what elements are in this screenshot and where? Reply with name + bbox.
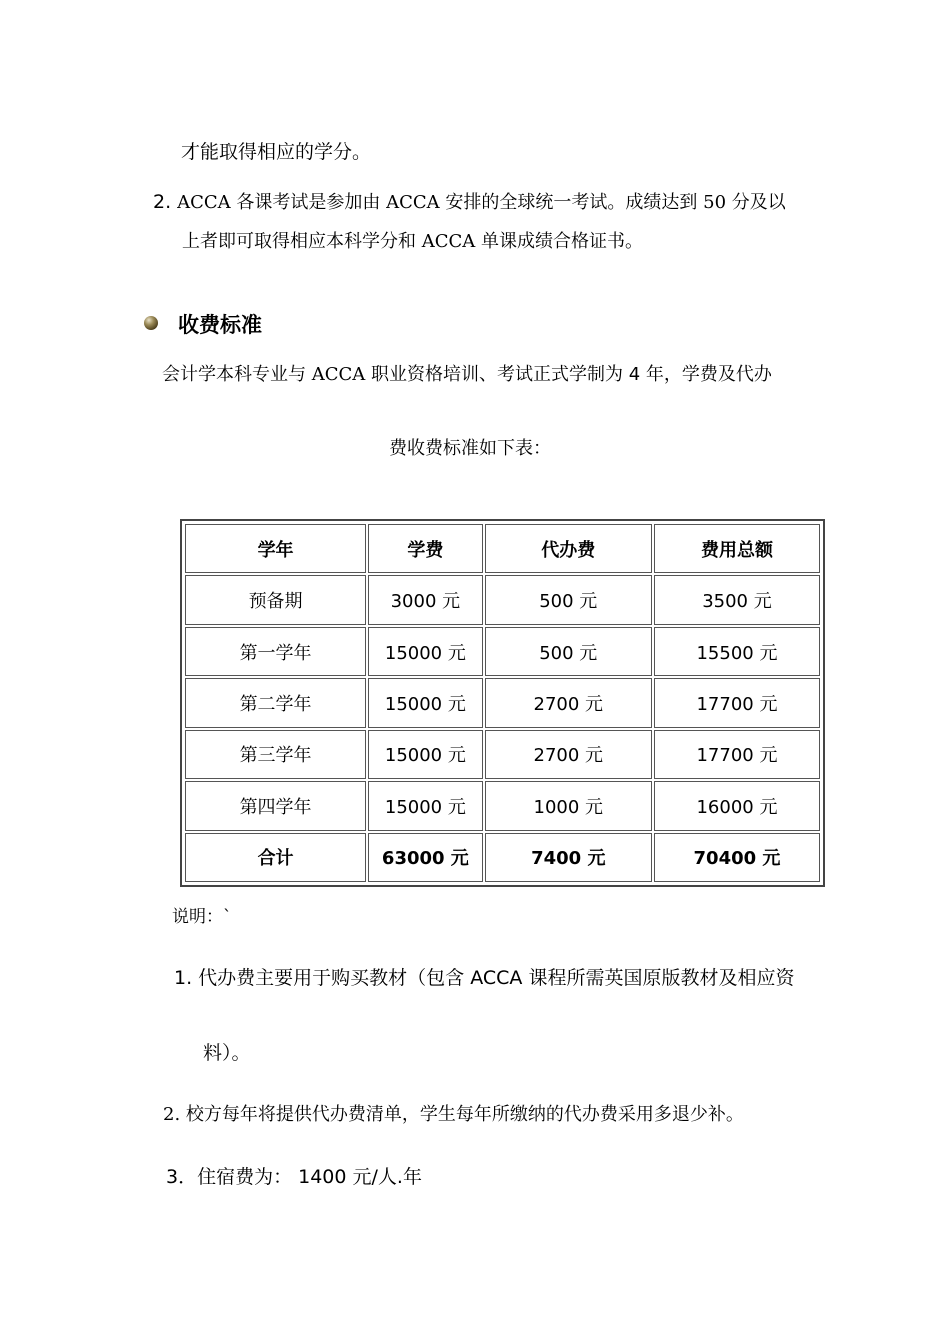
table-row xyxy=(185,781,820,830)
note-2-text-a: 2. 校方每年将提供代办费清单， xyxy=(163,1104,420,1125)
table-cell: 17700 元 xyxy=(654,730,820,779)
total-cell-sum: 70400 元 xyxy=(654,833,820,882)
table-cell: 第二学年 xyxy=(185,678,366,727)
table-cell: 500 元 xyxy=(485,575,652,624)
table-row xyxy=(185,730,820,779)
header-cell-agency-fee: 代办费 xyxy=(485,524,652,573)
header-cell-total: 费用总额 xyxy=(654,524,820,573)
note-1-line2: 料）。 xyxy=(203,1042,251,1064)
table-cell: 15000 元 xyxy=(368,678,482,727)
intro-line2: 费收费标准如下表： xyxy=(389,438,551,459)
fee-table xyxy=(183,522,822,884)
table-header-row xyxy=(185,524,820,573)
list-number: 2. xyxy=(153,191,172,213)
intro-line1 xyxy=(162,360,772,386)
total-cell-agency-fee: 7400 元 xyxy=(485,833,652,882)
total-cell-label: 合计 xyxy=(185,833,366,882)
table-row xyxy=(185,678,820,727)
intro-text-b: 学制为 4 年，学费及代办 xyxy=(568,364,772,385)
table-cell: 2700 元 xyxy=(485,678,652,727)
header-cell-tuition: 学费 xyxy=(368,524,482,573)
table-cell: 15500 元 xyxy=(654,627,820,676)
table-cell: 16000 元 xyxy=(654,781,820,830)
table-cell: 500 元 xyxy=(485,627,652,676)
note-2-text-b: 学生每年所缴纳的代办费采用多退少补。 xyxy=(419,1104,744,1125)
fee-table-container xyxy=(180,519,825,887)
table-cell: 15000 元 xyxy=(368,781,482,830)
table-row xyxy=(185,627,820,676)
table-cell: 第一学年 xyxy=(185,627,366,676)
note-1-line1: 1. 代办费主要用于购买教材（包含 ACCA 课程所需英国原版教材及相应资 xyxy=(174,967,795,989)
table-cell: 第四学年 xyxy=(185,781,366,830)
table-cell: 预备期 xyxy=(185,575,366,624)
note-3: 3．住宿费为： 1400 元/人.年 xyxy=(166,1166,422,1188)
table-cell: 3500 元 xyxy=(654,575,820,624)
total-cell-tuition: 63000 元 xyxy=(368,833,482,882)
intro-text-a: 会计学本科专业与 ACCA 职业资格培训、考试正式 xyxy=(162,364,569,385)
bullet-icon xyxy=(144,316,158,330)
exam-paragraph-line1 xyxy=(153,188,786,214)
paragraph-credit-end: 才能取得相应的学分。 xyxy=(181,141,372,163)
exam-paragraph-line2: 上者即可取得相应本科学分和 ACCA 单课成绩合格证书。 xyxy=(182,231,643,252)
table-row xyxy=(185,575,820,624)
table-cell: 15000 元 xyxy=(368,730,482,779)
notes-title: 说明：` xyxy=(172,907,232,927)
header-cell-year: 学年 xyxy=(185,524,366,573)
table-cell: 2700 元 xyxy=(485,730,652,779)
section-heading: 收费标准 xyxy=(178,313,262,337)
table-cell: 第三学年 xyxy=(185,730,366,779)
exam-paragraph-text: ACCA 各课考试是参加由 ACCA 安排的全球统一考试。成绩达到 50 分及以 xyxy=(177,192,786,213)
table-cell: 1000 元 xyxy=(485,781,652,830)
table-cell: 15000 元 xyxy=(368,627,482,676)
table-total-row xyxy=(185,833,820,882)
note-2 xyxy=(163,1100,744,1126)
table-cell: 3000 元 xyxy=(368,575,482,624)
table-cell: 17700 元 xyxy=(654,678,820,727)
